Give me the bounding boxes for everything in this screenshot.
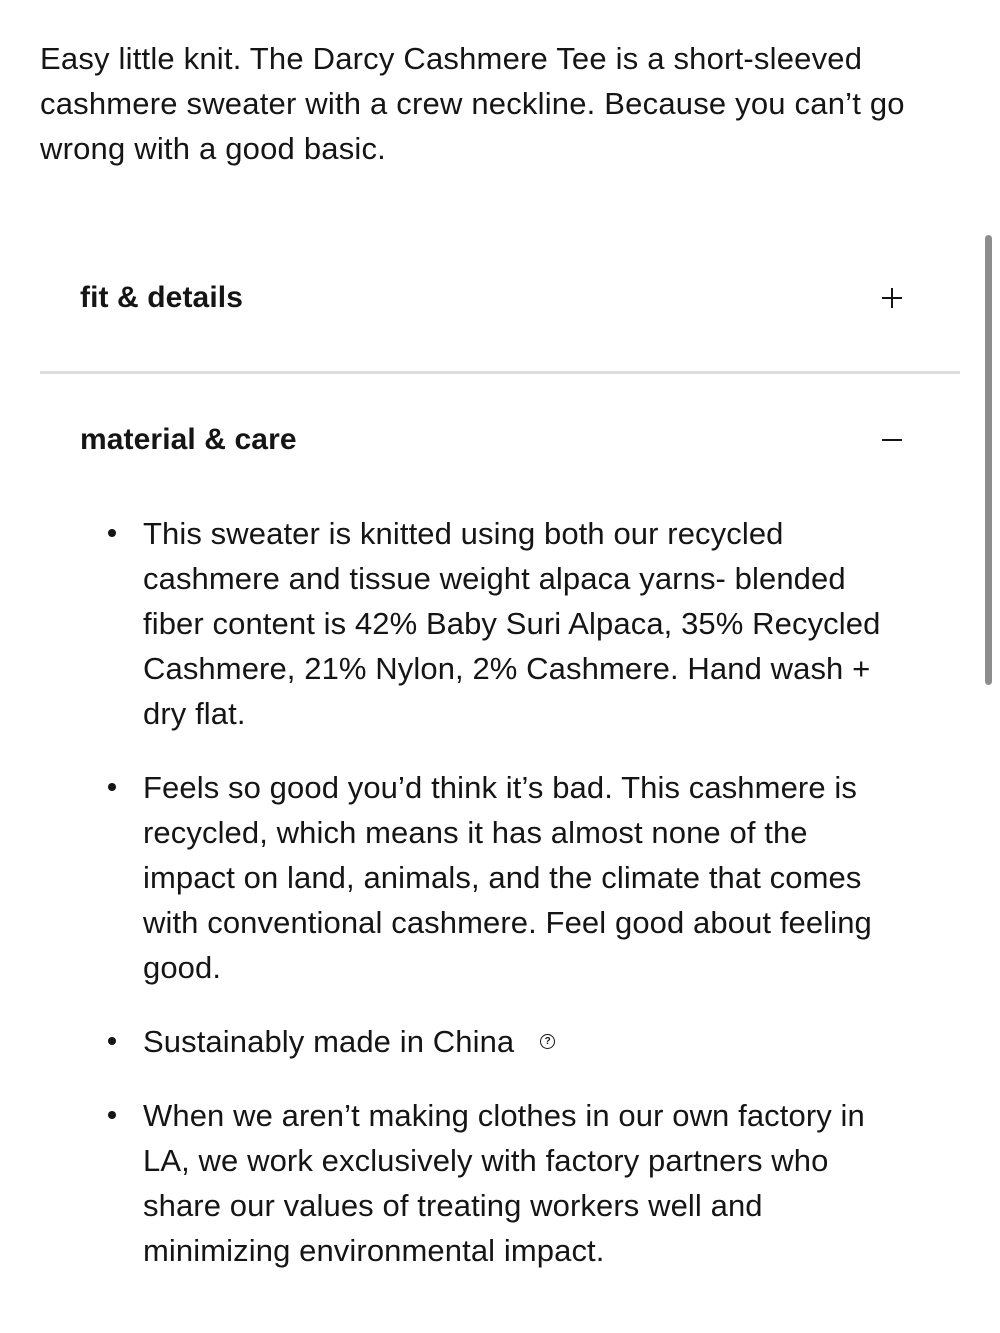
minus-icon-stroke: [882, 439, 902, 441]
bullet-icon: [108, 1111, 116, 1119]
vertical-scrollbar[interactable]: [985, 235, 992, 685]
list-item-text: Sustainably made in China: [143, 1024, 515, 1059]
list-item: [108, 765, 908, 990]
list-item-text: This sweater is knitted using both our recycled cashmere and tissue weight alpaca yarns- blended fiber content is 42% Baby Suri Alpaca, 35% Recycled Cashmere, 21% Nylon, 2% Cashmere. Hand wash + dry flat.: [143, 516, 881, 731]
fit-details-accordion-header[interactable]: [80, 270, 906, 326]
list-item: [108, 1093, 908, 1273]
bullet-icon: [108, 529, 116, 537]
material-care-accordion-header[interactable]: [80, 412, 906, 468]
material-care-title: material & care: [80, 423, 297, 456]
accordion-divider: [40, 371, 960, 374]
list-item-text: When we aren’t making clothes in our own factory in LA, we work exclusively with factory partners who share our values of treating workers well and minimizing environmental impact.: [143, 1098, 865, 1268]
plus-icon-vertical-stroke: [891, 288, 893, 308]
material-care-list: [108, 511, 908, 1302]
list-item: [108, 1019, 908, 1064]
minus-icon[interactable]: [878, 426, 906, 454]
product-intro-description: Easy little knit. The Darcy Cashmere Tee is a short-sleeved cashmere sweater with a crew neckline. Because you can’t go wrong with a good basic.: [40, 41, 905, 166]
info-icon[interactable]: ?: [540, 1034, 555, 1049]
bullet-icon: [108, 1037, 116, 1045]
fit-details-title: fit & details: [80, 281, 243, 314]
list-item: [108, 511, 908, 736]
list-item-text: Feels so good you’d think it’s bad. This cashmere is recycled, which means it has almost none of the impact on land, animals, and the climate that comes with conventional cashmere. Feel good about feeling good.: [143, 770, 872, 985]
bullet-icon: [108, 783, 116, 791]
plus-icon[interactable]: [878, 284, 906, 312]
